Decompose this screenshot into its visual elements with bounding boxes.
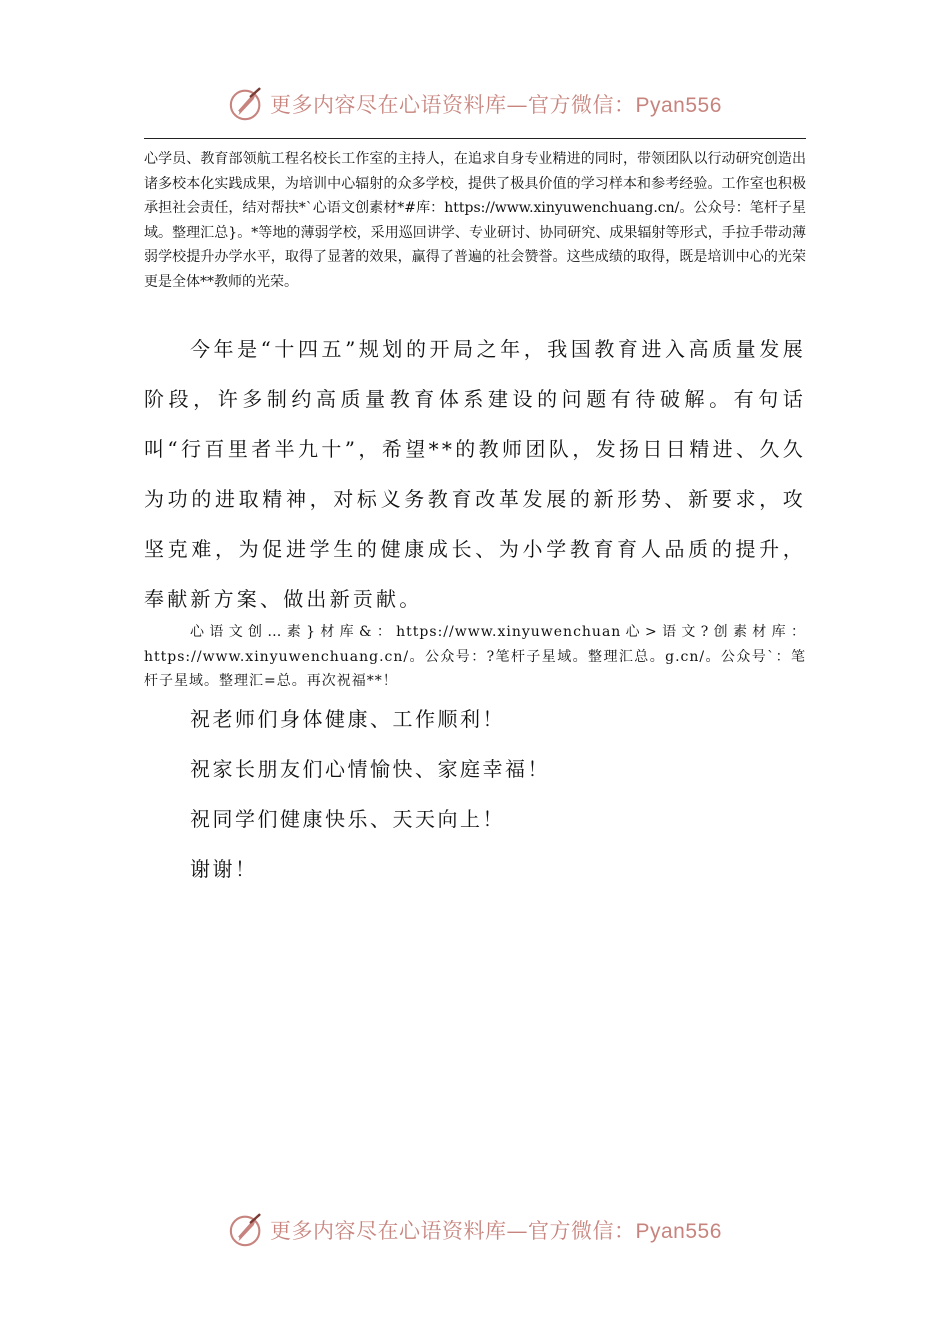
wish-line-parents: 祝家长朋友们心情愉快、家庭幸福！ <box>190 757 550 781</box>
pen-nib-logo-icon <box>228 1211 266 1249</box>
wish-line-teachers: 祝老师们身体健康、工作顺利！ <box>190 707 505 731</box>
header-rule <box>144 138 806 139</box>
paragraph-2: 今年是“十四五”规划的开局之年，我国教育进入高质量发展阶段，许多制约高质量教育体系建设的问题有待破解。有句话叫“行百里者半九十”，希望**的教师团队，发扬日日精进、久久为功的进取精神，对标义务教育改革发展的新形势、新要求，攻坚克难，为促进学生的健康成长、为小学教育育人品质的提升，奉献新方案、做出新贡献。 <box>144 337 806 611</box>
thanks-line: 谢谢！ <box>190 857 258 881</box>
pen-nib-logo-icon <box>228 85 266 123</box>
footer-banner-id: Pyan556 <box>635 1220 722 1243</box>
wish-line-students: 祝同学们健康快乐、天天向上！ <box>190 807 505 831</box>
header-banner-id: Pyan556 <box>635 94 722 117</box>
header-banner-text: 更多内容尽在心语资料库—官方微信： <box>270 93 636 117</box>
footer-banner <box>228 1210 722 1250</box>
header-banner <box>228 84 722 124</box>
paragraph-1: 心学员、教育部领航工程名校长工作室的主持人，在追求自身专业精进的同时，带领团队以行动研究创造出诸多校本化实践成果，为培训中心辐射的众多学校，提供了极具价值的学习样本和参考经验。工作室也积极承担社会责任，结对帮扶*`心语文创素材*#库：https://www.xinyuwenchuang.cn/。公众号：笔杆子星域。整理汇总}。*等地的薄弱学校，采用巡回讲学、专业研讨、协同研究、成果辐射等形式，手拉手带动薄弱学校提升办学水平，取得了显著的效果，赢得了普遍的社会赞誉。这些成绩的取得，既是培训中心的光荣更是全体**教师的光荣。 <box>144 151 806 290</box>
paragraph-3: 心语文创…素}材库&：https://www.xinyuwenchuan心>语文?创素材库：https://www.xinyuwenchuang.cn/。公众号：?笔杆子星域。整理汇总。g.cn/。公众号`：笔杆子星域。整理汇=总。再次祝福**！ <box>144 624 806 689</box>
footer-banner-text: 更多内容尽在心语资料库—官方微信： <box>270 1219 636 1243</box>
